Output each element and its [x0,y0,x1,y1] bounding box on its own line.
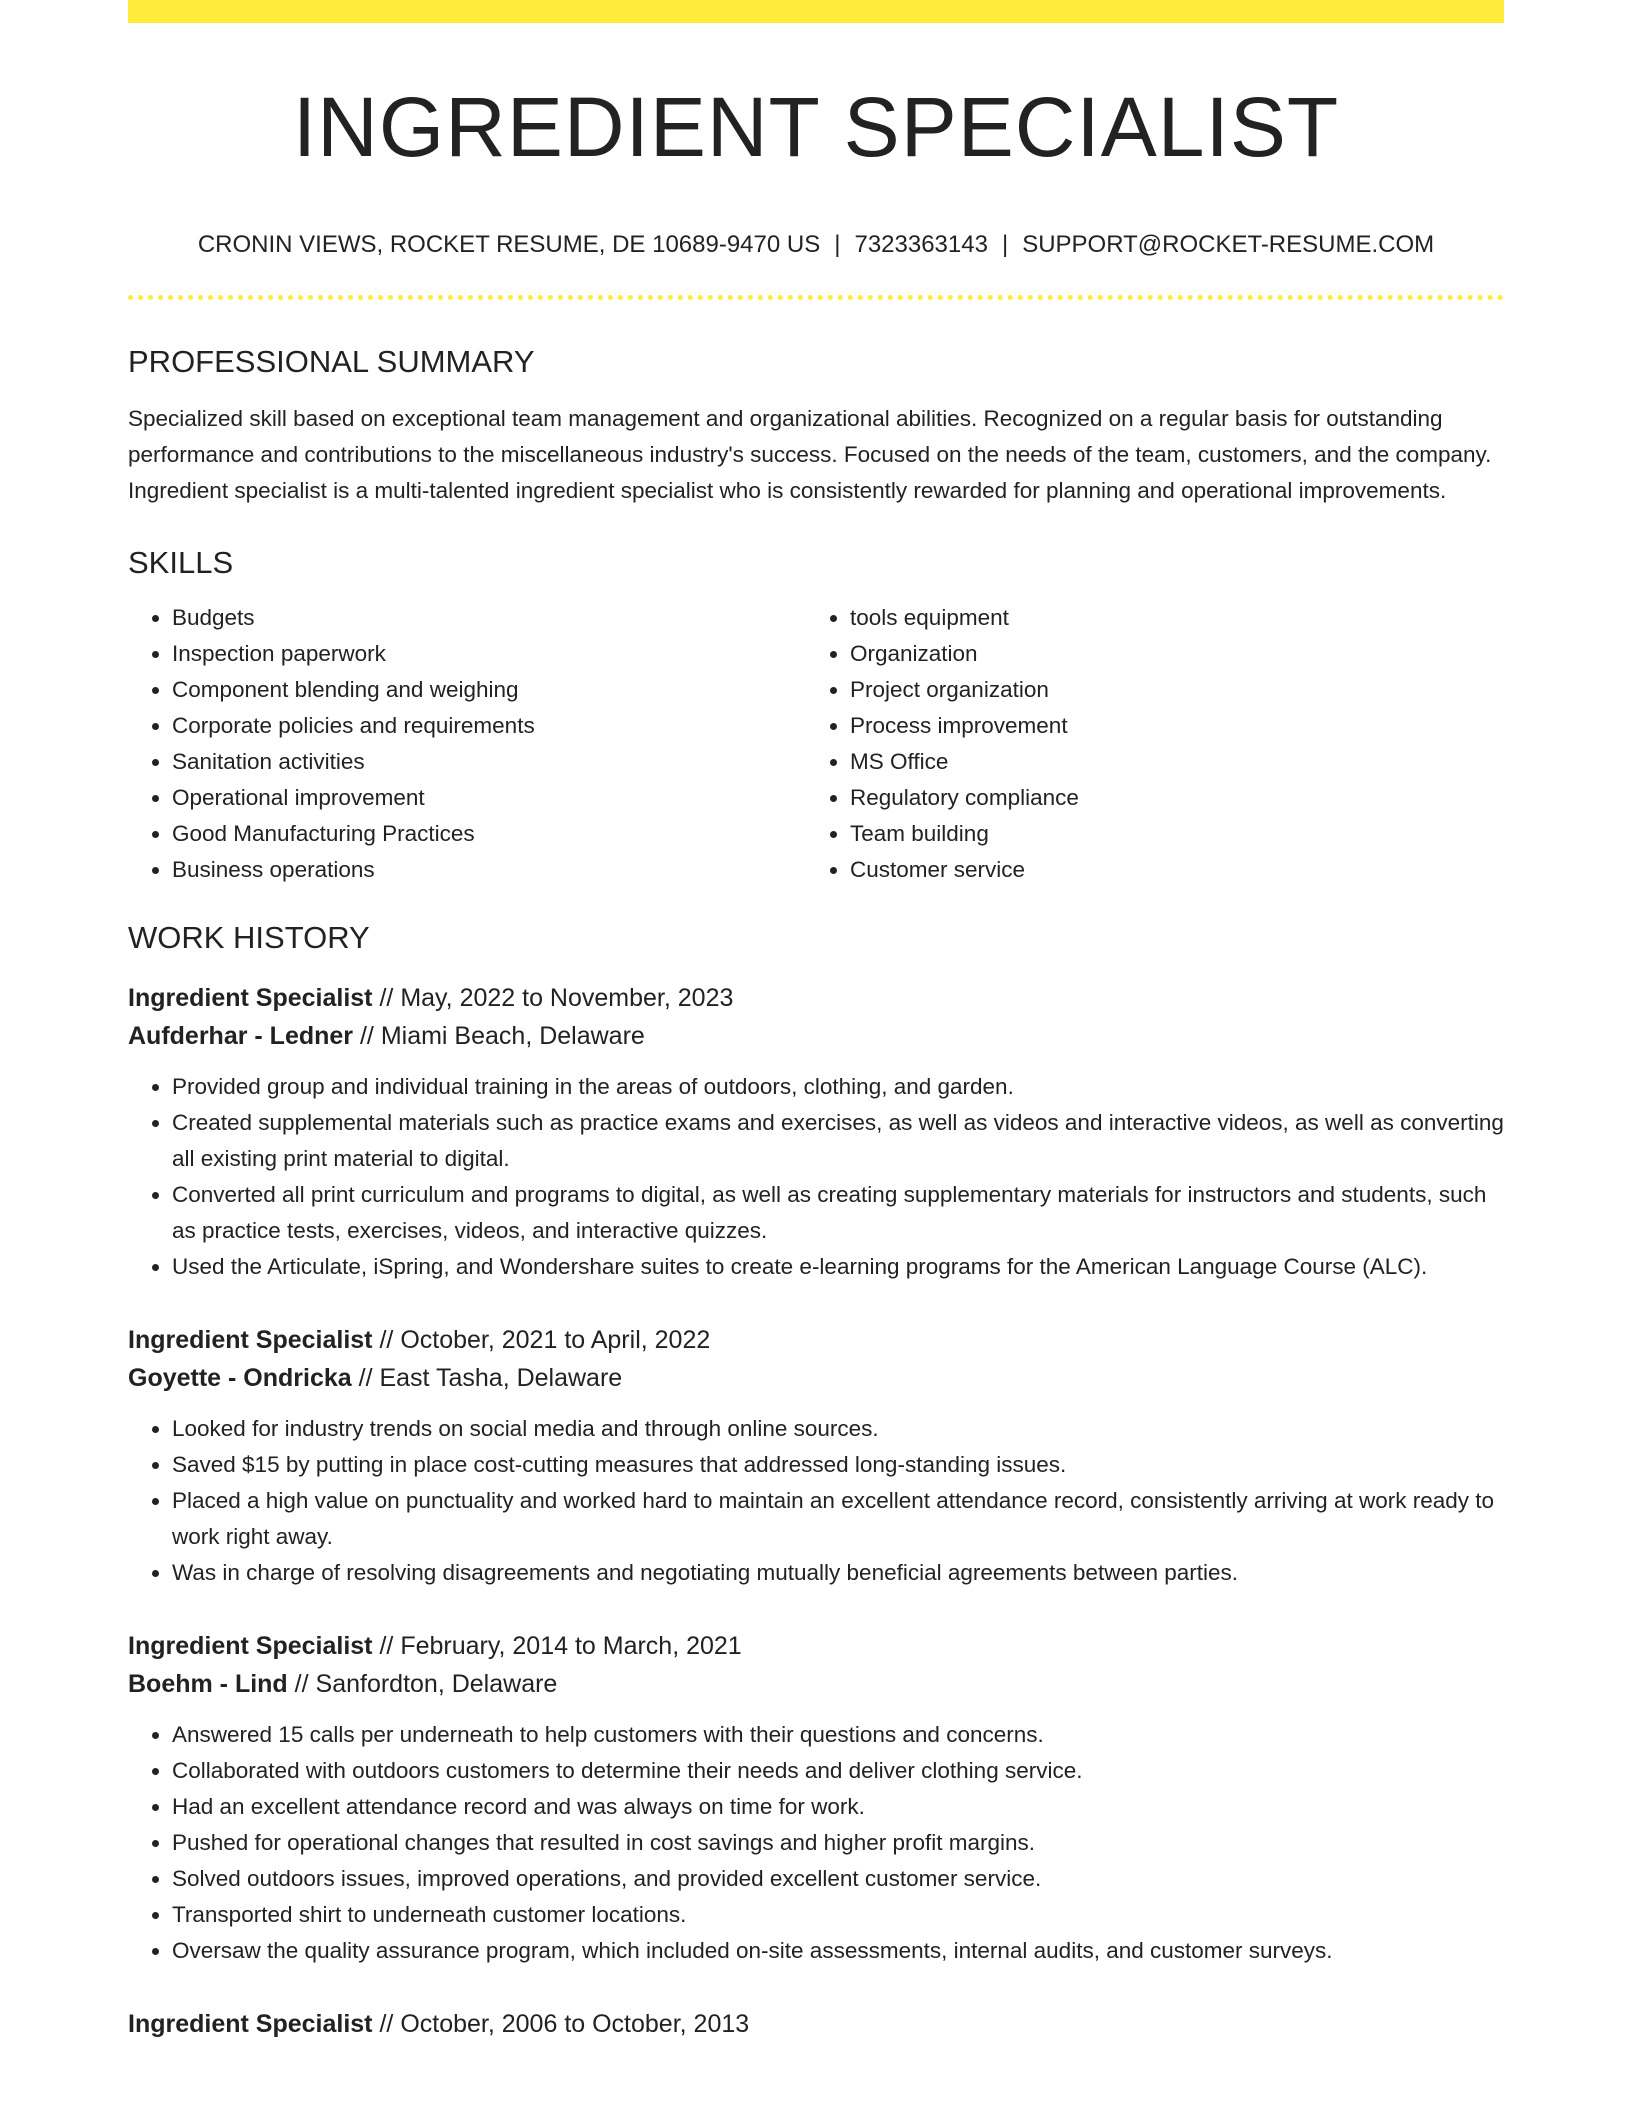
job-dates: February, 2014 to March, 2021 [400,1632,742,1660]
skill-item: • MS Office [850,744,1484,780]
skill-item: • Corporate policies and requirements [172,708,806,744]
job-bullets [128,1069,1514,1285]
skill-item: • tools equipment [850,600,1484,636]
job-bullet: • Pushed for operational changes that resulted in cost savings and higher profit margins. [172,1825,1514,1861]
job-company-line [128,1359,1504,1397]
contact-line [128,233,1504,257]
skills-column-right [806,600,1484,888]
contact-address: CRONIN VIEWS, ROCKET RESUME, DE 10689-9470 US [197,231,821,258]
job-bullet: • Provided group and individual training in the areas of outdoors, clothing, and garden. [172,1069,1514,1105]
job-bullet: • Oversaw the quality assurance program, which included on-site assessments, internal audits, and customer surveys. [172,1933,1514,1969]
job-bullets [128,1717,1514,1969]
summary-text: Specialized skill based on exceptional team management and organizational abilities. Recognized on a regular basis for outstanding performance and contributions to the miscellaneous industry's success. Focused on the needs of the team, customers, and the company. Ingredient specialist is a multi-talented ingredient specialist who is consistently rewarded for planning and operational improvements. [128,406,1492,503]
job-company-line [128,1017,1504,1055]
work-history-heading: WORK HISTORY [128,920,370,955]
job-company-line [128,1665,1504,1703]
job-divider: // [351,1364,380,1392]
resume-title: INGREDIENT SPECIALIST [292,80,1340,174]
job-bullet: • Converted all print curriculum and programs to digital, as well as creating supplementary materials for instructors and students, such as practice tests, exercises, videos, and interactive quizzes. [172,1177,1514,1249]
job-bullet: • Had an excellent attendance record and was always on time for work. [172,1789,1514,1825]
job-divider: // [372,984,401,1012]
contact-separator: | [834,231,841,258]
job-dates: October, 2006 to October, 2013 [400,2010,750,2038]
skill-item: • Business operations [172,852,806,888]
skills-column-left [128,600,806,888]
skill-item: • Budgets [172,600,806,636]
job-bullet: • Solved outdoors issues, improved operations, and provided excellent customer service. [172,1861,1514,1897]
skills-list [128,600,1504,888]
job-role-line [128,2005,1504,2043]
job-bullet: • Answered 15 calls per underneath to help customers with their questions and concerns. [172,1717,1514,1753]
job-divider: // [353,1022,381,1050]
skill-item: • Inspection paperwork [172,636,806,672]
job-location: East Tasha, Delaware [379,1364,623,1392]
job-role: Ingredient Specialist [128,1632,373,1660]
skill-item: • Operational improvement [172,780,806,816]
accent-bar [128,0,1504,23]
summary-heading: PROFESSIONAL SUMMARY [128,344,535,379]
skill-item: • Good Manufacturing Practices [172,816,806,852]
job-divider: // [372,1632,401,1660]
job-entry [128,979,1504,1285]
job-bullet: • Saved $15 by putting in place cost-cutting measures that addressed long-standing issues. [172,1447,1514,1483]
job-entry [128,1627,1504,1969]
job-location: Sanfordton, Delaware [315,1670,558,1698]
job-divider: // [372,1326,401,1354]
job-entry [128,1321,1504,1591]
job-divider: // [372,2010,401,2038]
contact-email: SUPPORT@ROCKET-RESUME.COM [1022,231,1435,258]
skill-item: • Process improvement [850,708,1484,744]
job-role-line [128,979,1504,1017]
job-role-line [128,1627,1504,1665]
contact-phone: 7323363143 [854,231,988,258]
skill-item: • Project organization [850,672,1484,708]
skills-heading: SKILLS [128,545,234,580]
job-role: Ingredient Specialist [128,2010,373,2038]
job-role: Ingredient Specialist [128,984,373,1012]
skill-item: • Customer service [850,852,1484,888]
contact-separator: | [1001,231,1009,258]
job-bullet: • Created supplemental materials such as practice exams and exercises, as well as videos and interactive videos, as well as converting all existing print material to digital. [172,1105,1514,1177]
job-bullet: • Placed a high value on punctuality and worked hard to maintain an excellent attendance record, consistently arriving at work ready to work right away. [172,1483,1514,1555]
job-bullet: • Was in charge of resolving disagreements and negotiating mutually beneficial agreements between parties. [172,1555,1514,1591]
job-role-line [128,1321,1504,1359]
job-company: Aufderhar - Ledner [128,1022,354,1050]
job-bullet: • Transported shirt to underneath customer locations. [172,1897,1514,1933]
job-location: Miami Beach, Delaware [380,1022,645,1050]
skill-item: • Regulatory compliance [850,780,1484,816]
skill-item: • Team building [850,816,1484,852]
job-bullet: • Collaborated with outdoors customers to determine their needs and deliver clothing service. [172,1753,1514,1789]
job-company: Boehm - Lind [128,1670,288,1698]
job-bullets [128,1411,1514,1591]
resume-page [128,0,1504,2043]
job-dates: May, 2022 to November, 2023 [400,984,734,1012]
dotted-divider [128,295,1504,300]
skill-item: • Sanitation activities [172,744,806,780]
job-bullet: • Used the Articulate, iSpring, and Wondershare suites to create e-learning programs for the American Language Course (ALC). [172,1249,1514,1285]
job-company: Goyette - Ondricka [128,1364,352,1392]
skill-item: • Component blending and weighing [172,672,806,708]
job-role: Ingredient Specialist [128,1326,373,1354]
job-dates: October, 2021 to April, 2022 [400,1326,711,1354]
skill-item: • Organization [850,636,1484,672]
job-bullet: • Looked for industry trends on social media and through online sources. [172,1411,1514,1447]
job-divider: // [287,1670,316,1698]
